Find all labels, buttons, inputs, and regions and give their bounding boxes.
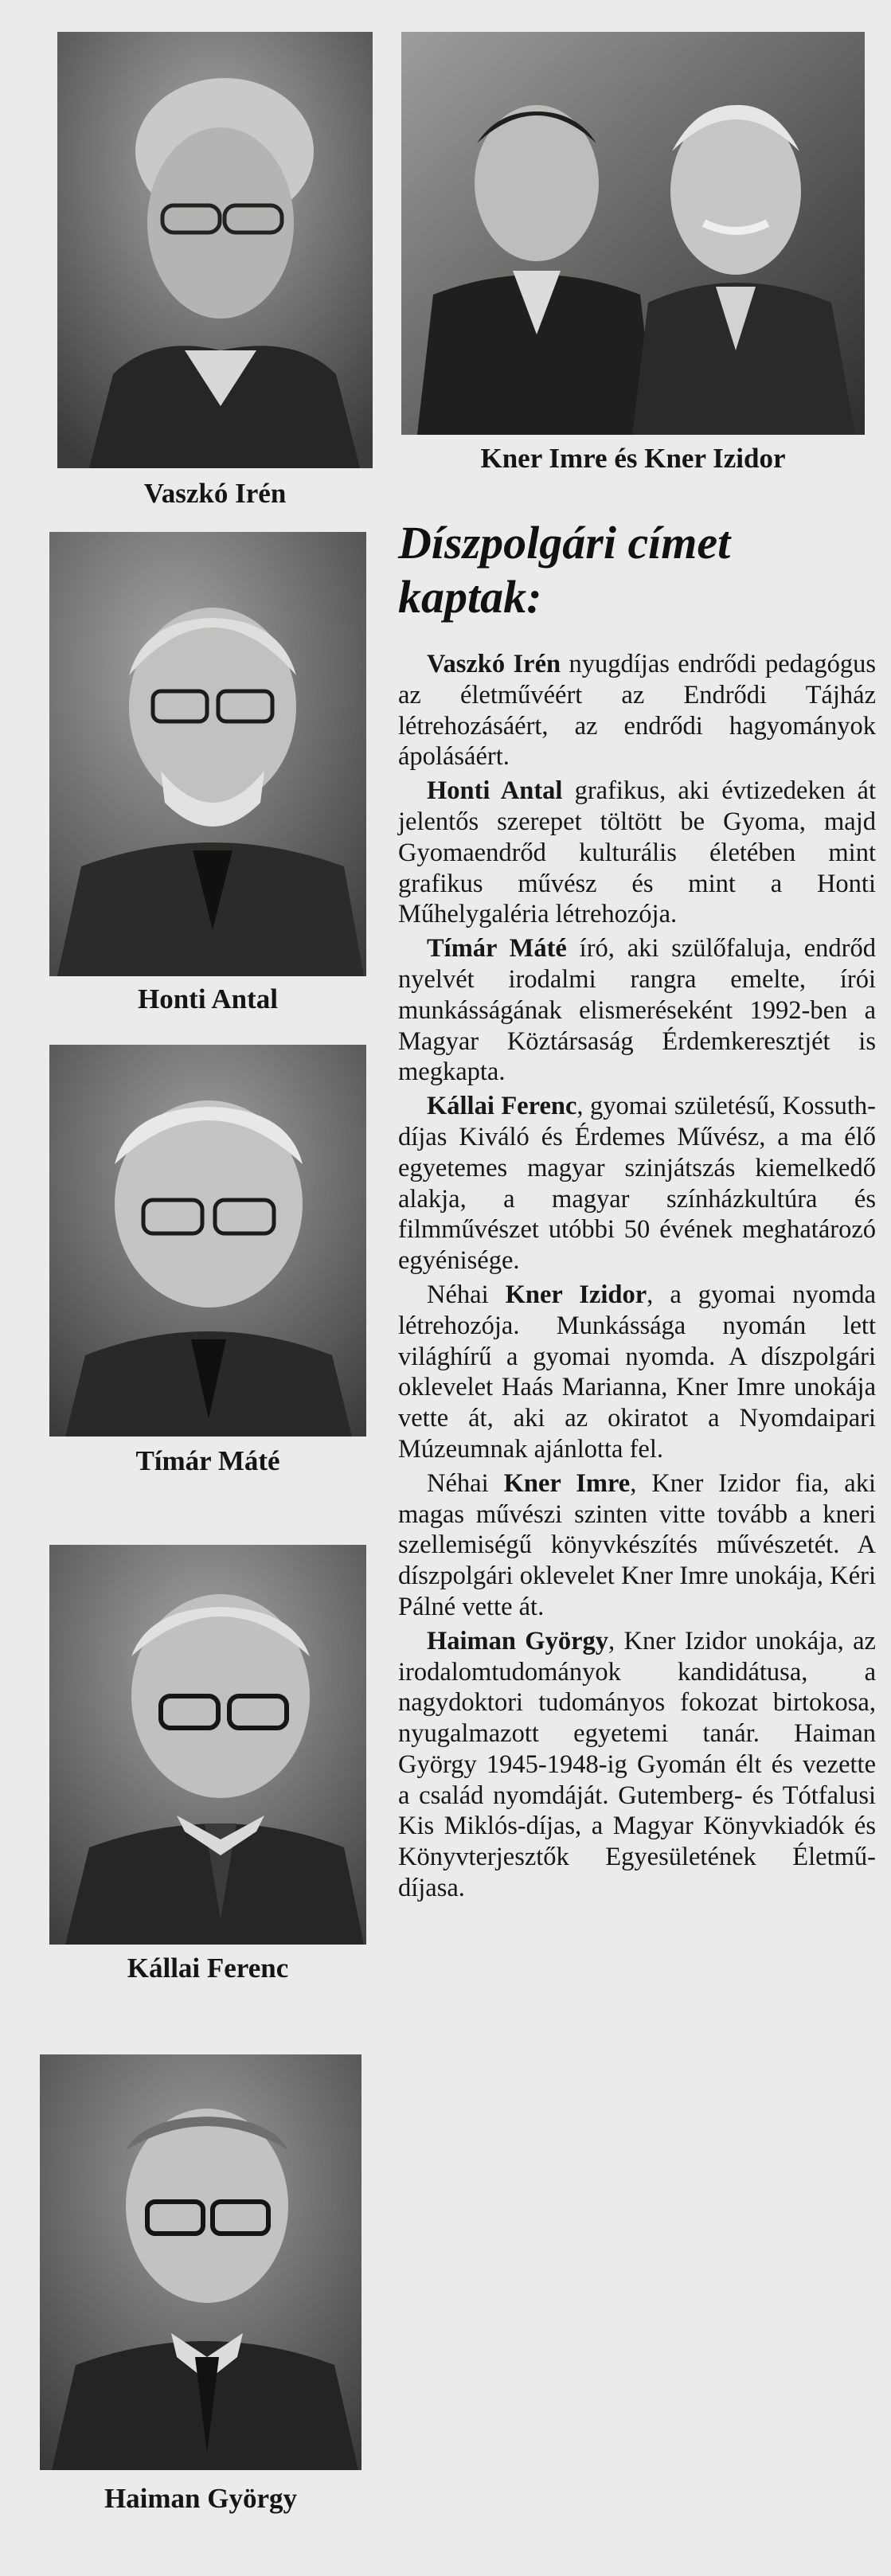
portrait-image: [57, 32, 373, 468]
paragraph-kner-imre: Néhai Kner Imre, Kner Izidor fia, aki magas művészi szinten vitte tovább a kneri szellemiségű könyvkészítés művészetét. A díszpolgári oklevelet Kner Imre unokája, Kéri Pálné vette át.: [398, 1468, 876, 1621]
portrait-photo-vaszko: [57, 32, 373, 468]
portrait-photo-honti: [49, 532, 366, 976]
portrait-photo-haiman: [40, 2054, 361, 2470]
name-kner-izidor: Kner Izidor: [505, 1280, 647, 1309]
portrait-photo-kallai: [49, 1545, 366, 1945]
caption-honti: Honti Antal: [137, 983, 278, 1014]
paragraph-kallai: Kállai Ferenc, gyomai születésű, Kossuth-díjas Kiváló és Érdemes Művész, a ma élő egyetemes magyar szinjátszás kiemelkedő alakja, a magyar színházkultúra és filmművészet utóbbi 50 évének meghatározó egyénisége.: [398, 1092, 876, 1276]
portrait-image: [49, 1545, 366, 1945]
headline-line-1: Díszpolgári címet: [398, 517, 731, 569]
paragraph-vaszko: Vaszkó Irén nyugdíjas endrődi pedagógus az életművéért az Endrődi Tájház létrehozásáért, az endrődi hagyományok ápolásáért.: [398, 650, 876, 772]
name-vaszko: Vaszkó Irén: [427, 650, 561, 678]
name-haiman: Haiman György: [427, 1626, 609, 1655]
name-timar: Tímár Máté: [427, 934, 567, 964]
paragraph-timar: Tímár Máté író, aki szülőfaluja, endrőd nyelvét irodalmi rangra emelte, írói munkásságának elismeréseként 1992-ben a Magyar Köztársaság Érdemkeresztjét is megkapta.: [398, 934, 876, 1087]
caption-vaszko: Vaszkó Irén: [143, 478, 287, 509]
caption-kallai: Kállai Ferenc: [127, 1953, 289, 1984]
name-kallai: Kállai Ferenc: [427, 1092, 577, 1121]
paragraph-honti: Honti Antal grafikus, aki évtizedeken át jelentős szerepet töltött be Gyoma, majd Gyomaendrőd kulturális életében mint grafikus művész és mint a Honti Műhelygaléria létrehozója.: [398, 776, 877, 929]
name-honti: Honti Antal: [427, 776, 563, 806]
portrait-photo-kner: [401, 32, 865, 435]
article-body: [398, 649, 876, 1907]
caption-timar: Tímár Máté: [135, 1445, 280, 1476]
paragraph-kner-izidor: Néhai Kner Izidor, a gyomai nyomda létrehozója. Munkássága nyomán lett világhírű a gyomai nyomda. A díszpolgári oklevelet Haás Marianna, Kner Imre unokája vette át, aki az okiratot a Nyomdaipari Múzeumnak ajánlotta fel.: [398, 1280, 876, 1464]
paragraph-haiman: Haiman György, Kner Izidor unokája, az irodalomtudományok kandidátusa, a nagydoktori tudományos fokozat birtokosa, nyugalmazott egyetemi tanár. Haiman György 1945-1948-ig Gyomán élt és vezette a család nyomdáját. Gutemberg- és Tótfalusi Kis Miklós-díjas, a Magyar Könyvkiadók és Könyvterjesztők Egyesületének Életmű-díjasa.: [398, 1626, 876, 1903]
portrait-image: [401, 32, 865, 435]
portrait-image: [40, 2054, 361, 2470]
headline: [398, 516, 876, 624]
portrait-image: [49, 1045, 366, 1437]
caption-kner: Kner Imre és Kner Izidor: [480, 443, 786, 474]
headline-line-2: kaptak:: [398, 571, 542, 623]
caption-haiman: Haiman György: [104, 2483, 298, 2514]
name-kner-imre: Kner Imre: [503, 1468, 631, 1498]
portrait-image: [49, 532, 366, 976]
portrait-photo-timar: [49, 1045, 366, 1437]
